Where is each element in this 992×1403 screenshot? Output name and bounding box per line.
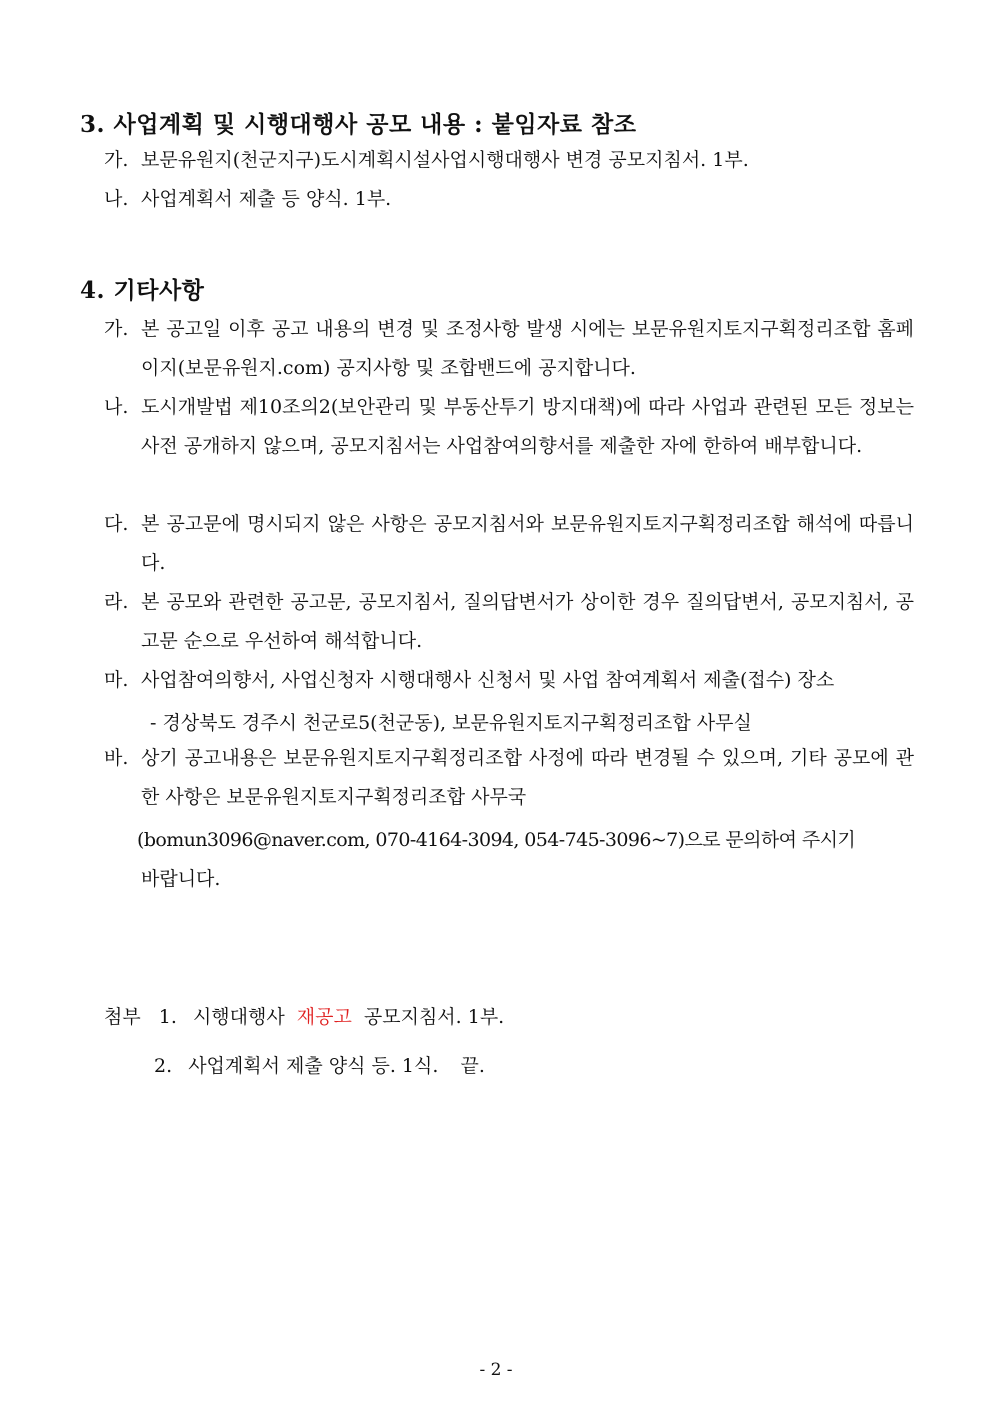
section-3-heading: 3. 사업계획 및 시행대행사 공모 내용 : 붙임자료 참조	[80, 111, 637, 138]
item-text: 사업계획서 제출 등 양식. 1부.	[141, 188, 392, 210]
section-3-item-ga	[104, 141, 914, 180]
section-4-item-da	[104, 505, 914, 582]
item-text: 사업참여의향서, 사업신청자 시행대행사 신청서 및 사업 참여계획서 제출(접수) 장소	[141, 669, 835, 691]
section-4-item-na	[104, 388, 914, 465]
section-4-heading: 4. 기타사항	[80, 277, 205, 304]
section-4-item-ga	[104, 310, 914, 387]
item-marker: 바.	[104, 747, 129, 769]
item-marker: 가.	[104, 149, 129, 171]
attachment-text: 시행대행사	[192, 1006, 285, 1028]
end-marker: 끝.	[460, 1055, 485, 1077]
attachment-number: 2.	[154, 1055, 173, 1077]
closing-text: 바랍니다.	[141, 868, 221, 890]
section-4-item-ma	[104, 661, 914, 700]
attachment-2	[154, 1051, 485, 1078]
section-3-item-na	[104, 180, 914, 219]
contact-info: (bomun3096@naver.com, 070-4164-3094, 054-745-3096~7)으로 문의하여 주시기	[137, 829, 856, 851]
item-marker: 나.	[104, 188, 129, 210]
attachment-1	[104, 1002, 504, 1029]
section-4-item-ba	[104, 739, 914, 816]
attachment-text: 공모지침서. 1부.	[363, 1006, 505, 1028]
submission-location: - 경상북도 경주시 천군로5(천군동), 보문유원지토지구획정리조합 사무실	[150, 712, 752, 734]
page-number: - 2 -	[479, 1360, 513, 1380]
item-text: 본 공고일 이후 공고 내용의 변경 및 조정사항 발생 시에는 보문유원지토지구획정리조합 홈페이지(보문유원지.com) 공지사항 및 조합밴드에 공지합니다.	[141, 318, 914, 379]
attachment-number: 1.	[158, 1006, 177, 1028]
item-text: 본 공모와 관련한 공고문, 공모지침서, 질의답변서가 상이한 경우 질의답변서, 공모지침서, 공고문 순으로 우선하여 해석합니다.	[141, 591, 914, 652]
item-marker: 마.	[104, 669, 129, 691]
reannouncement-highlight: 재공고	[296, 1006, 352, 1028]
item-text: 상기 공고내용은 보문유원지토지구획정리조합 사정에 따라 변경될 수 있으며, 기타 공모에 관한 사항은 보문유원지토지구획정리조합 사무국	[141, 747, 914, 808]
item-text: 보문유원지(천군지구)도시계획시설사업시행대행사 변경 공모지침서. 1부.	[141, 149, 749, 171]
attachment-label: 첨부	[104, 1006, 141, 1028]
item-text: 본 공고문에 명시되지 않은 사항은 공모지침서와 보문유원지토지구획정리조합 해석에 따릅니다.	[141, 513, 914, 574]
item-marker: 가.	[104, 318, 129, 340]
item-marker: 라.	[104, 591, 129, 613]
item-marker: 다.	[104, 513, 129, 535]
item-text: 도시개발법 제10조의2(보안관리 및 부동산투기 방지대책)에 따라 사업과 관련된 모든 정보는 사전 공개하지 않으며, 공모지침서는 사업참여의향서를 제출한 자에 한하여 배부합니다.	[141, 396, 914, 457]
section-4-item-ra	[104, 583, 914, 660]
item-marker: 나.	[104, 396, 129, 418]
attachment-text: 사업계획서 제출 양식 등. 1식.	[188, 1055, 439, 1077]
